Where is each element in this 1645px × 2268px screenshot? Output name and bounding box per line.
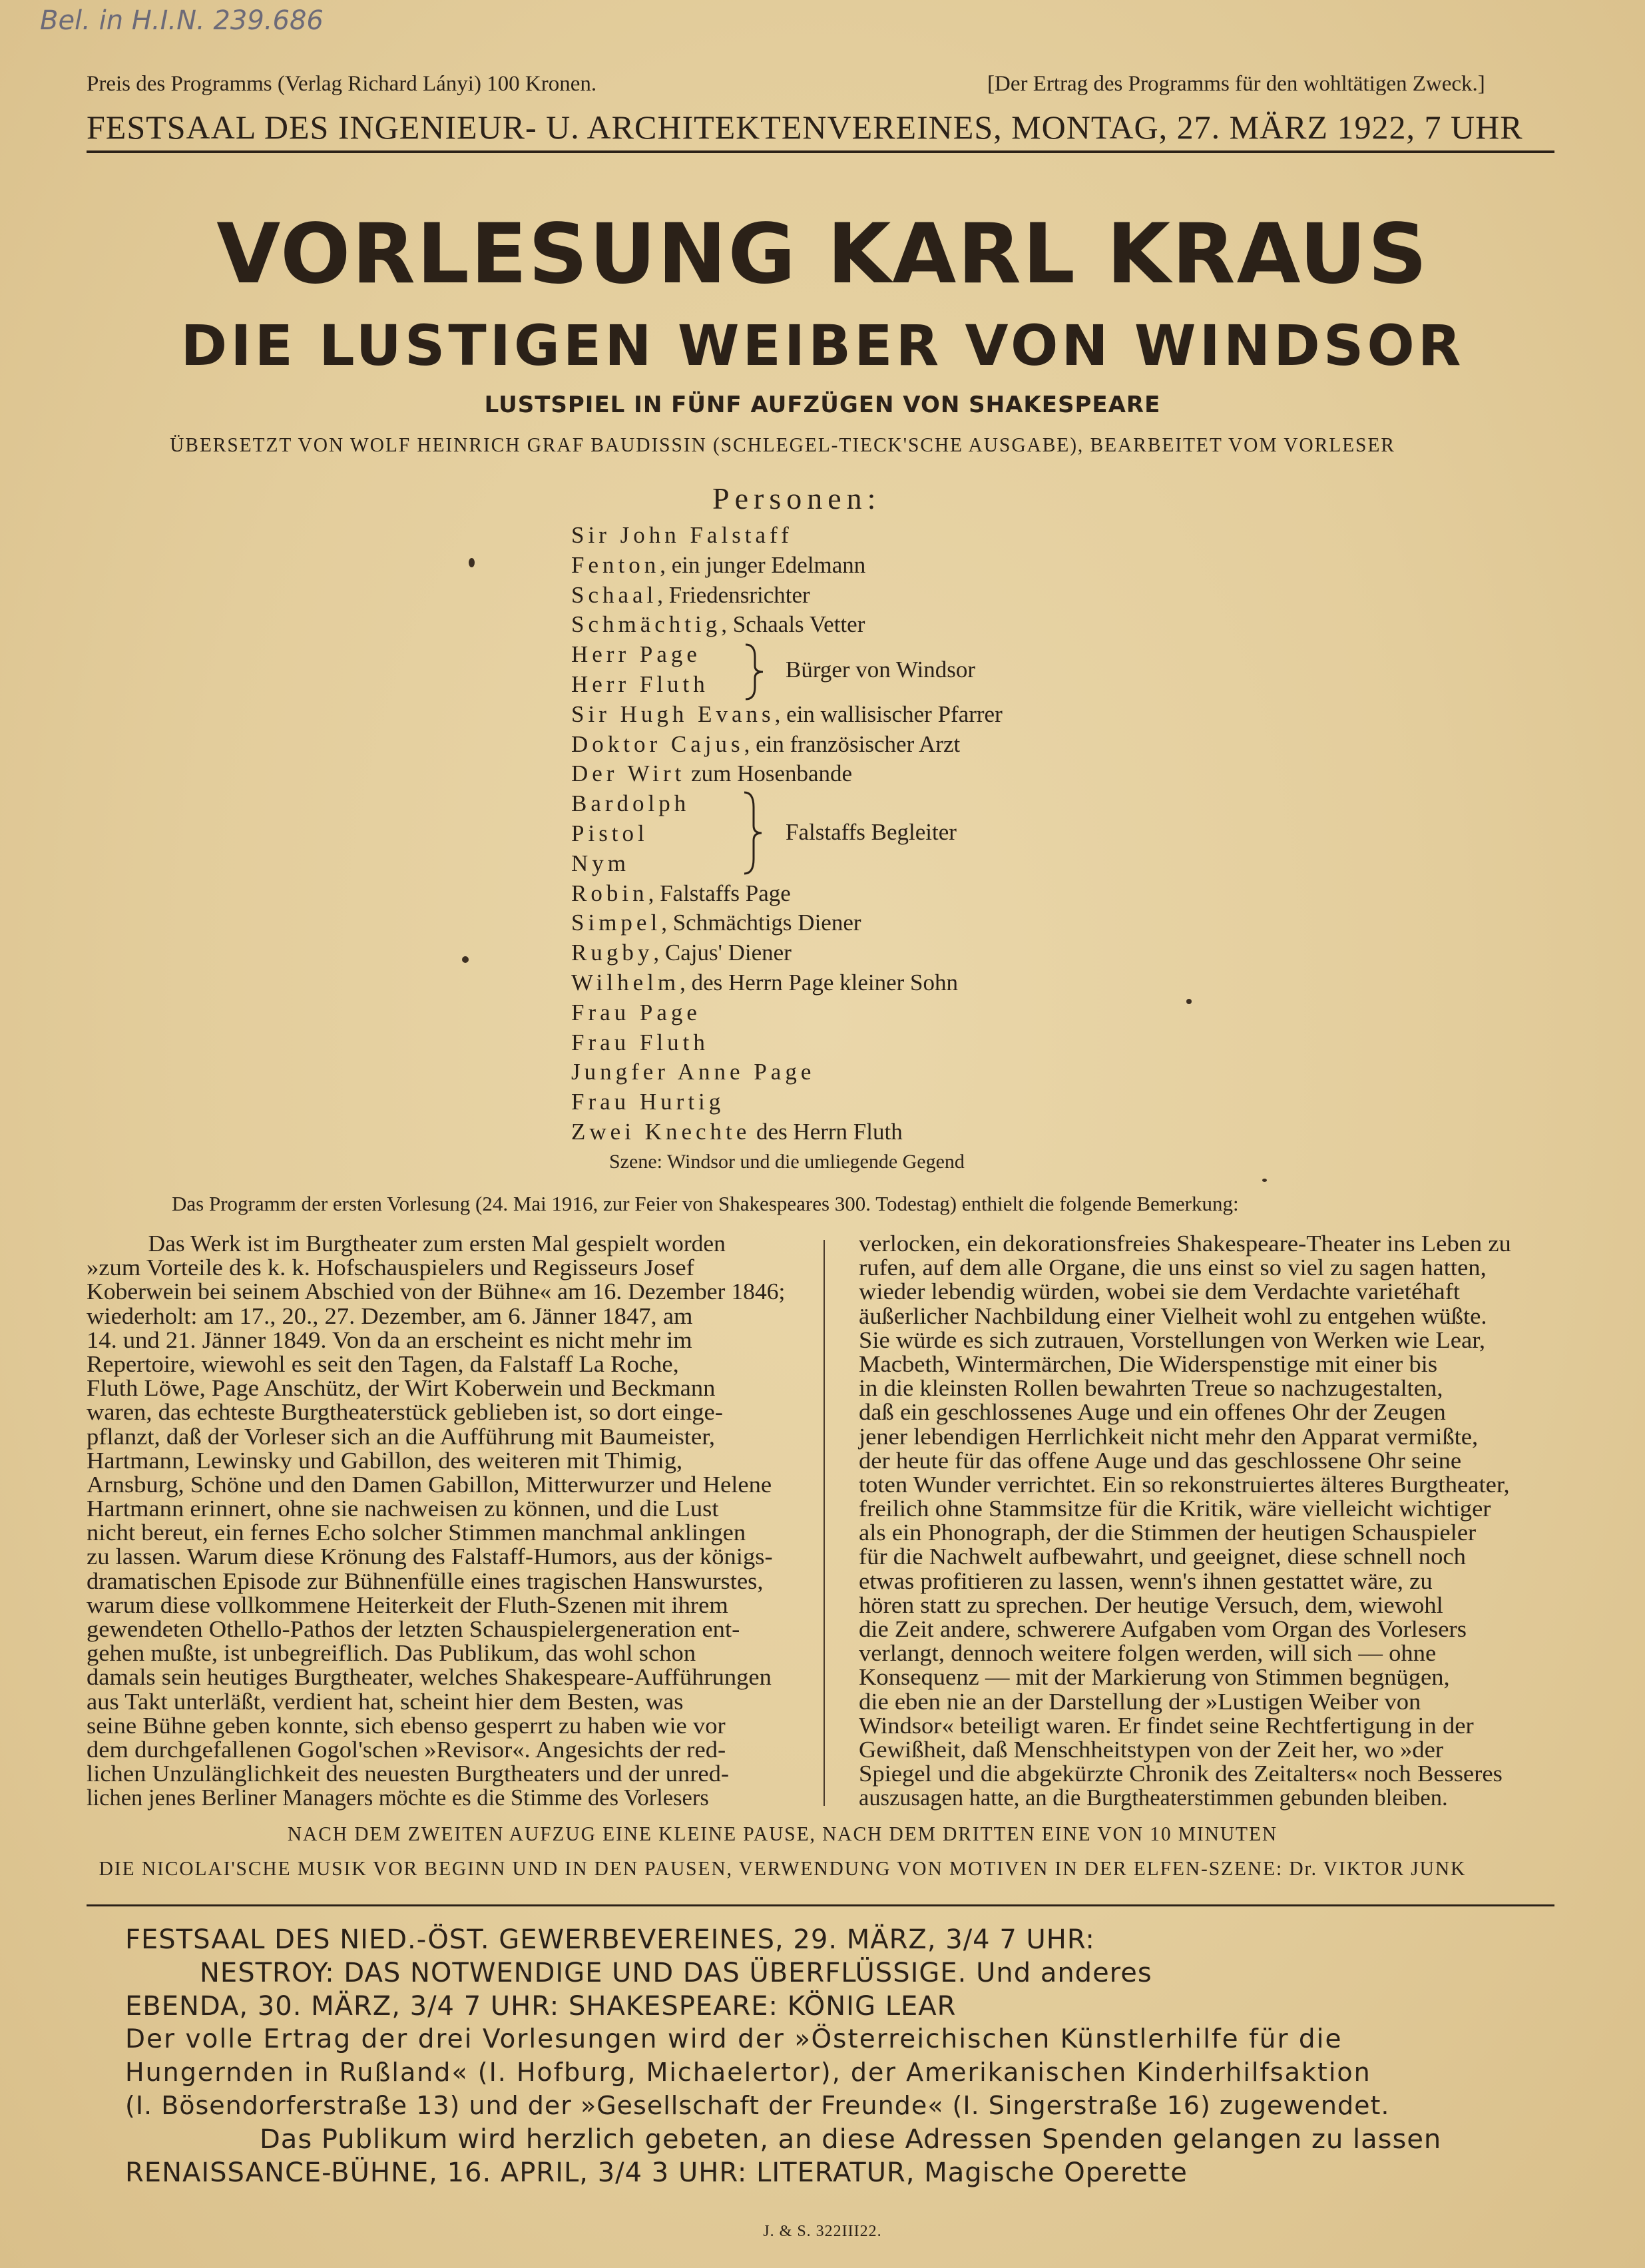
cast-entry <box>571 1057 1170 1087</box>
cast-role: des Herrn Fluth <box>750 1118 903 1145</box>
scene-setting: Szene: Windsor und die umliegende Gegend <box>609 1151 965 1173</box>
note-line: pflanzt, daß der Vorleser sich an die Aufführung mit Baumeister, <box>87 1424 716 1450</box>
note-line: dem durchgefallenen Gogol'schen »Revisor«. Angesichts der red- <box>87 1737 726 1763</box>
cast-name: Simpel <box>571 910 662 936</box>
note-line: toten Wunder verrichtet. Ein so rekonstruiertes älteres Burgtheater, <box>859 1472 1510 1498</box>
note-line: Konsequenz — mit der Markierung von Stimmen begnügen, <box>859 1665 1450 1691</box>
play-title: DIE LUSTIGEN WEIBER VON WINDSOR <box>180 313 1465 378</box>
header-rule <box>87 150 1554 153</box>
note-line: Koberwein bei seinem Abschied von der Bühne« am 16. Dezember 1846; <box>87 1279 786 1305</box>
pause-notice: NACH DEM ZWEITEN AUFZUG EINE KLEINE PAUSE, NACH DEM DRITTEN EINE VON 10 MINUTEN <box>287 1822 1278 1845</box>
note-line: aus Takt unterläßt, verdient hat, scheint hier dem Besten, was <box>87 1689 684 1715</box>
cast-entry <box>571 849 1170 879</box>
note-line: jener lebendigen Herrlichkeit nicht mehr den Apparat vermißte, <box>859 1424 1479 1450</box>
cast-name: Robin <box>571 880 648 906</box>
cast-role: , Falstaffs Page <box>648 880 791 906</box>
cast-name: Zwei Knechte <box>571 1118 751 1145</box>
ink-speck <box>462 956 469 963</box>
note-line: waren, das echteste Burgtheaterstück geblieben ist, so dort einge- <box>87 1400 723 1426</box>
cast-heading: Personen: <box>712 481 881 515</box>
cast-role: , Schaals Vetter <box>721 611 865 638</box>
cast-entry <box>571 700 1170 730</box>
cast-role: , Schmächtigs Diener <box>661 910 861 936</box>
cast-name: Jungfer Anne Page <box>571 1059 816 1085</box>
cast-name: Sir Hugh Evans <box>571 701 775 727</box>
footer-rule <box>87 1904 1554 1906</box>
announcement-line: Das Publikum wird herzlich gebeten, an diese Adressen Spenden gelangen zu lassen <box>260 2124 1442 2155</box>
note-line: Hartmann erinnert, ohne sie nachweisen zu können, und die Lust <box>87 1496 719 1522</box>
cast-entry <box>571 879 1170 909</box>
music-credit: DIE NICOLAI'SCHE MUSIK VOR BEGINN UND IN DEN PAUSEN, VERWENDUNG VON MOTIVEN IN DER ELFEN-SZENE: Dr. VIKTOR JUNK <box>99 1856 1467 1880</box>
note-line: »zum Vorteile des k. k. Hofschauspielers und Regisseurs Josef <box>87 1255 694 1281</box>
cast-name: Herr Fluth <box>571 671 709 697</box>
note-line: Spiegel und die abgekürzte Chronik des Zeitalters« noch Besseres <box>859 1761 1503 1787</box>
cast-entry <box>571 998 1170 1028</box>
note-column-right <box>859 1232 1558 1811</box>
announcement-line: FESTSAAL DES NIED.-ÖST. GEWERBEVEREINES, 29. MÄRZ, 3/4 7 UHR: <box>125 1924 1095 1955</box>
cast-entry <box>571 551 1170 581</box>
note-line: nicht bereut, ein fernes Echo solcher Stimmen manchmal anklingen <box>87 1520 746 1546</box>
note-line: verlocken, ein dekorationsfreies Shakespeare-Theater ins Leben zu <box>859 1231 1511 1257</box>
cast-name: Sir John Falstaff <box>571 522 793 548</box>
cast-name: Frau Hurtig <box>571 1089 725 1115</box>
ink-speck <box>1262 1179 1267 1182</box>
cast-name: Der Wirt <box>571 760 686 787</box>
note-intro: Das Programm der ersten Vorlesung (24. Mai 1916, zur Feier von Shakespeares 300. Todestag) enthielt die folgende Bemerkung: <box>172 1192 1239 1215</box>
note-line: hören statt zu sprechen. Der heutige Versuch, dem, wiewohl <box>859 1592 1443 1618</box>
note-line: damals sein heutiges Burgtheater, welches Shakespeare-Aufführungen <box>87 1665 772 1691</box>
cast-entry <box>571 789 1170 819</box>
announcement-line: EBENDA, 30. MÄRZ, 3/4 7 UHR: SHAKESPEARE: KÖNIG LEAR <box>125 1991 957 2022</box>
note-line: Hartmann, Lewinsky und Gabillon, des weiteren mit Thimig, <box>87 1448 683 1474</box>
cast-role: , Friedensrichter <box>657 581 810 608</box>
cast-entry <box>571 1117 1170 1147</box>
cast-entry <box>571 730 1170 760</box>
burgher-brace-icon <box>740 642 767 702</box>
cast-role: zum Hosenbande <box>685 760 853 787</box>
note-line: zu lassen. Warum diese Krönung des Falstaff-Humors, aus der königs- <box>87 1544 773 1570</box>
cast-name: Frau Page <box>571 999 701 1025</box>
note-line: freilich ohne Stammsitze für die Kritik, wäre vielleicht wichtiger <box>859 1496 1491 1522</box>
note-line: Repertoire, wiewohl es seit den Tagen, da Falstaff La Roche, <box>87 1351 679 1377</box>
note-line: für die Nachwelt aufbewahrt, und geeignet, diese schnell noch <box>859 1544 1466 1570</box>
note-line: Fluth Löwe, Page Anschütz, der Wirt Koberwein und Beckmann <box>87 1376 716 1402</box>
note-line: äußerlicher Nachbildung einer Vielheit wohl zu entgehen wüßte. <box>859 1303 1487 1329</box>
ink-speck <box>469 558 475 567</box>
cast-role: , des Herrn Page kleiner Sohn <box>680 969 959 995</box>
note-line: die Zeit andere, schwerere Aufgaben vom Organ des Vorlesers <box>859 1617 1467 1642</box>
note-line: daß ein geschlossenes Auge und ein offenes Ohr der Zeugen <box>859 1400 1446 1426</box>
cast-entry <box>571 1028 1170 1058</box>
column-divider <box>823 1240 825 1806</box>
note-line: der heute für das offene Auge und das geschlossene Ohr seine <box>859 1448 1462 1474</box>
announcement-line: RENAISSANCE-BÜHNE, 16. APRIL, 3/4 3 UHR: LITERATUR, Magische Operette <box>125 2157 1188 2188</box>
cast-name: Doktor Cajus <box>571 730 744 757</box>
note-line: als ein Phonograph, der die Stimmen der heutigen Schauspieler <box>859 1520 1477 1546</box>
note-line: Gewißheit, daß Menschheitstypen von der Zeit her, wo »der <box>859 1737 1444 1763</box>
announcement-line: NESTROY: DAS NOTWENDIGE UND DAS ÜBERFLÜSSIGE. Und anderes <box>200 1958 1152 1988</box>
announcement-line: Der volle Ertrag der drei Vorlesungen wird der »Österreichischen Künstlerhilfe für die <box>125 2024 1343 2054</box>
note-line: Arnsburg, Schöne und den Damen Gabillon, Mitterwurzer und Helene <box>87 1472 772 1498</box>
note-line: Macbeth, Wintermärchen, Die Widerspenstige mit einer bis <box>859 1351 1438 1377</box>
page-title: VORLESUNG KARL KRAUS <box>216 206 1429 302</box>
note-line: dramatischen Episode zur Bühnenfülle eines tragischen Hanswurstes, <box>87 1568 764 1594</box>
burgher-group-label: Bürger von Windsor <box>786 657 976 683</box>
note-line: seine Bühne geben konnte, sich ebenso gesperrt zu haben wie vor <box>87 1713 726 1739</box>
note-column-left <box>87 1232 786 1811</box>
cast-entry <box>571 938 1170 968</box>
note-line: rufen, auf dem alle Organe, die uns einst so viel zu sagen hatten, <box>859 1255 1487 1281</box>
cast-name: Herr Page <box>571 641 701 668</box>
cast-name: Nym <box>571 850 630 876</box>
cast-entry <box>571 521 1170 551</box>
announcement-line: Hungernden in Rußland« (I. Hofburg, Michaelertor), der Amerikanischen Kinderhilfsaktion <box>125 2058 1371 2087</box>
note-line: auszusagen hatte, an die Burgtheaterstimmen gebunden bleiben. <box>859 1785 1448 1811</box>
cast-entry <box>571 610 1170 640</box>
cast-entry <box>571 1087 1170 1117</box>
cast-name: Rugby <box>571 940 654 966</box>
note-line: Das Werk ist im Burgtheater zum ersten Mal gespielt worden <box>148 1231 726 1257</box>
cast-name: Schmächtig <box>571 611 722 638</box>
note-line: etwas profitieren zu lassen, wenn's ihnen gestattet wäre, zu <box>859 1568 1433 1594</box>
note-line: wieder lebendig würden, wobei sie dem Verdachte varietéhaft <box>859 1279 1461 1305</box>
note-line: 14. und 21. Jänner 1849. Von da an erscheint es nicht mehr im <box>87 1327 692 1353</box>
cast-name: Wilhelm <box>571 969 680 995</box>
note-line: lichen Unzulänglichkeit des neuesten Burgtheaters und der unred- <box>87 1761 730 1787</box>
program-yield-note: [Der Ertrag des Programms für den wohltätigen Zweck.] <box>987 72 1485 96</box>
play-subtitle: LUSTSPIEL IN FÜNF AUFZÜGEN VON SHAKESPEARE <box>484 392 1161 418</box>
cast-entry <box>571 968 1170 998</box>
note-line: in die kleinsten Rollen bewahrten Treue so nachzugestalten, <box>859 1376 1443 1402</box>
cast-name: Schaal <box>571 581 658 608</box>
venue-line: FESTSAAL DES INGENIEUR- U. ARCHITEKTENVEREINES, MONTAG, 27. MÄRZ 1922, 7 UHR <box>87 109 1523 146</box>
cast-name: Fenton <box>571 551 660 578</box>
cast-name: Pistol <box>571 820 648 846</box>
note-line: gehen mußte, ist unbegreiflich. Das Publikum, das wohl schon <box>87 1641 696 1667</box>
ink-speck <box>1186 999 1192 1004</box>
cast-role: , ein junger Edelmann <box>660 551 866 578</box>
printer-mark: J. & S. 322III22. <box>763 2223 882 2240</box>
note-line: verlangt, dennoch weitere folgen werden, will sich — ohne <box>859 1641 1437 1667</box>
cast-entry <box>571 908 1170 938</box>
note-line: gewendeten Othello-Pathos der letzten Schauspielergeneration ent- <box>87 1617 740 1642</box>
announcement-line: (I. Bösendorferstraße 13) und der »Gesellschaft der Freunde« (I. Singerstraße 16) zugewendet. <box>125 2091 1390 2120</box>
note-line: die eben nie an der Darstellung der »Lustigen Weiber von <box>859 1689 1421 1715</box>
translation-credit: ÜBERSETZT VON WOLF HEINRICH GRAF BAUDISSIN (SCHLEGEL-TIECK'SCHE AUSGABE), BEARBEITET VOM VORLESER <box>170 433 1395 456</box>
note-line: Windsor« beteiligt waren. Er findet seine Rechtfertigung in der <box>859 1713 1474 1739</box>
note-line: wiederholt: am 17., 20., 27. Dezember, am 6. Jänner 1847, am <box>87 1303 693 1329</box>
cast-role: , ein wallisischer Pfarrer <box>774 701 1003 727</box>
note-line: lichen jenes Berliner Managers möchte es die Stimme des Vorlesers <box>87 1785 709 1811</box>
archive-mark: Bel. in H.I.N. 239.686 <box>40 5 324 36</box>
cast-name: Frau Fluth <box>571 1029 709 1055</box>
note-line: Sie würde es sich zutrauen, Vorstellungen von Werken wie Lear, <box>859 1327 1486 1353</box>
cast-role: , Cajus' Diener <box>653 940 792 966</box>
companions-brace-icon <box>739 790 766 876</box>
cast-entry <box>571 581 1170 611</box>
cast-name: Bardolph <box>571 790 690 817</box>
cast-entry <box>571 759 1170 789</box>
cast-role: , ein französischer Arzt <box>744 730 961 757</box>
companions-group-label: Falstaffs Begleiter <box>786 819 957 845</box>
program-price: Preis des Programms (Verlag Richard Lányi) 100 Kronen. <box>87 72 597 96</box>
note-line: warum diese vollkommene Heiterkeit der Fluth-Szenen mit ihrem <box>87 1592 728 1618</box>
